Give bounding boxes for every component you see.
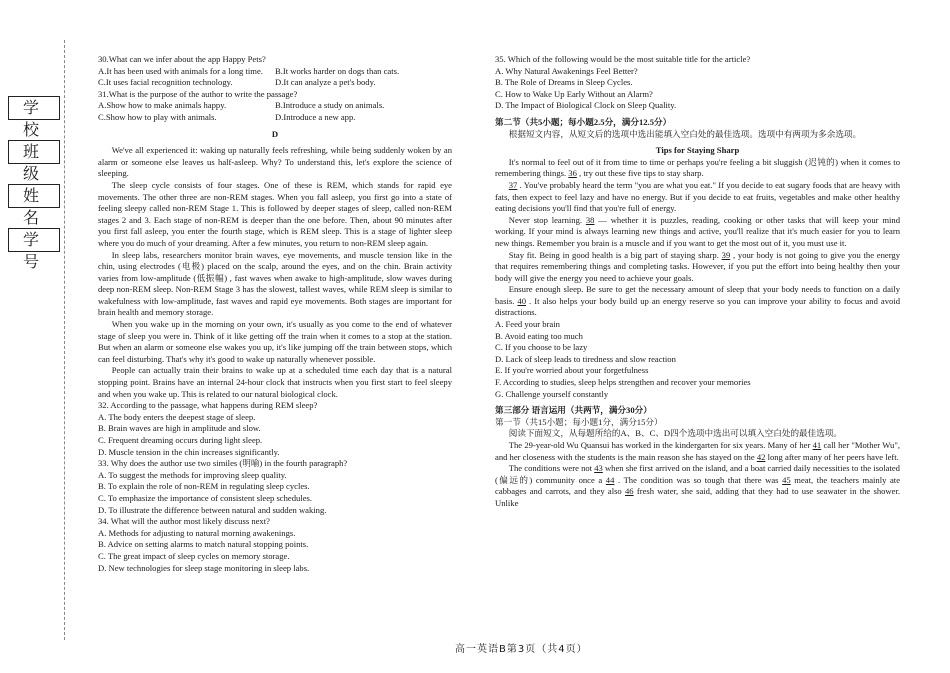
option-row: [98, 66, 452, 78]
option: D. Muscle tension in the chin increases significantly.: [98, 446, 280, 457]
blank-39: 39: [721, 249, 731, 260]
paragraph: It's normal to feel out of it from time to time or perhaps you're feeling a bit sluggish (迟钝的) when it comes to remembering things. 36 , try out these five tips to stay sharp.: [495, 156, 900, 179]
option: B. Advice on setting alarms to match natural stopping points.: [98, 539, 309, 550]
paragraph: People can actually train their brains to wake up at a scheduled time each day that is a natural stopping point. Brains have an internal 24-hour clock that instructs when you first start to feel sleepy and when you wake up. This is related to our natural biological clock.: [98, 365, 452, 399]
option: F. According to studies, sleep helps strengthen and recover your memories: [495, 377, 751, 388]
option: B. The Role of Dreams in Sleep Cycles.: [495, 77, 633, 88]
option: A. Feed your brain: [495, 319, 560, 330]
section-title: 第一节（共15小题；每小题1分，满分15分）: [495, 416, 663, 427]
option: B. Brain waves are high in amplitude and slow.: [98, 423, 261, 434]
option: A. Why Natural Awakenings Feel Better?: [495, 65, 638, 76]
question-stem: 35. Which of the following would be the most suitable title for the article?: [495, 54, 751, 64]
paragraph: When you wake up in the morning on your own, it's usually as you come to the end of whatever stage of sleep you were in. Think of it like getting off the train when it comes to a stop at the station. But when an alarm or someone else wakes you up, it's like jumping off the train between stops, which can feel disturbing. That's why it's good to wake up naturally whenever possible.: [98, 319, 452, 364]
option-row: [98, 100, 452, 112]
option: D. Lack of sleep leads to tiredness and slow reaction: [495, 353, 676, 364]
question-stem: 31.What is the purpose of the author to write the passage?: [98, 88, 298, 99]
blank-46: 46: [625, 486, 634, 497]
option: G. Challenge yourself constantly: [495, 388, 609, 399]
option: A. Methods for adjusting to natural morning awakenings.: [98, 527, 296, 538]
part-title: 第三部分 语言运用（共两节，满分30分）: [495, 405, 652, 416]
blank-41: 41: [812, 440, 822, 450]
blank-45: 45: [782, 474, 791, 485]
option: D. New technologies for sleep stage monitoring in sleep labs.: [98, 562, 310, 573]
section-instruction: 根据短文内容，从短文后的选项中选出能填入空白处的最佳选项。选项中有两项为多余选项。: [508, 128, 862, 139]
option: D. To illustrate the difference between natural and sudden waking.: [98, 504, 327, 515]
blank-36: 36: [568, 168, 577, 179]
paragraph: 37 . You've probably heard the term "you are what you eat." If you decide to eat sugary foods that are heavy with fats, then expect to feel lazy and have no energy. But if you decide to eat fruits, vegetables and make other healthy eating decisions you'll find that you're full of energy.: [495, 179, 900, 214]
section-title: 第二节（共5小题；每小题2.5分，满分12.5分）: [495, 116, 672, 127]
blank-43: 43: [594, 463, 603, 474]
option: C. The great impact of sleep cycles on memory storage.: [98, 550, 290, 561]
student-id-field: 学 号: [8, 228, 60, 252]
question-stem: 32. According to the passage, what happens during REM sleep?: [98, 400, 318, 411]
question-stem: 34. What will the author most likely discuss next?: [98, 516, 270, 527]
option: B.Introduce a study on animals.: [275, 100, 385, 111]
paragraph: In sleep labs, researchers monitor brain waves, eye movements, and muscle tension like in the chin, using electrodes (电极) placed on the scalp, around the eyes, and on the chin. Brain activity varies from low-amplitude (低振幅) , fast waves when awake to high-amplitude, slow waves during deep non-REM sleep. Non-REM Stage 3 has the slowest, tallest waves, while REM sleep is similar to wakefulness with low-amplitude, fast waves and rapid eye movements. Both stages are important for brain health and memory storage.: [98, 249, 452, 318]
paragraph: Never stop learning. 38 — whether it is puzzles, reading, cooking or other tasks that will keep your mind working. If your mind is always learning new things and active, you'll realize that it's much easier for you to learn new things. Remember you brain is a muscle and if you want to get the most out of it, you must use it.: [495, 214, 901, 248]
paragraph: We've all experienced it: waking up naturally feels refreshing, while being suddenly woken by an alarm or someone else leaves us half-asleep. Why? To understand this, let's explore the science of sleeping.: [98, 145, 452, 179]
option: B.It works harder on dogs than cats.: [275, 65, 400, 76]
section-instruction: 阅读下面短文，从每题所给的A、B、C、D四个选项中选出可以填入空白处的最佳选项。: [508, 428, 843, 439]
paragraph: The sleep cycle consists of four stages. One of these is REM, which stands for rapid eye movements. The other three are non-REM stages. When you fall asleep, you first go into a state of feeling sleepy called non-REM Stage 1. This is followed by deeper stages of sleep, called non-REM stages 2 and 3. Each stage of non-REM is deeper than the one before. Then, about 90 minutes after you first fall asleep, you enter the fourth stage, which is REM sleep. This is a stage of lighter sleep where you do much of your dreaming. After a few minutes, you return to non-REM sleep again.: [98, 179, 452, 248]
blank-40: 40: [517, 295, 526, 306]
option: B. To explain the role of non-REM in regulating sleep cycles.: [98, 481, 310, 492]
paragraph: The 29-year-old Wu Quansui has worked in the kindergarten for six years. Many of her 41 call her "Mother Wu", and her closeness with the students is the main reason she has stayed on the 42 long after many of her peers have left.: [495, 440, 900, 462]
option: A.It has been used with animals for a long time.: [98, 65, 263, 76]
question-stem: 33. Why does the author use two similes (明喻) in the fourth paragraph?: [98, 458, 348, 469]
blank-38: 38: [585, 214, 595, 225]
option: C.Show how to play with animals.: [98, 111, 217, 122]
passage-title: Tips for Staying Sharp: [655, 145, 740, 156]
binding-info-box: [8, 96, 66, 272]
binding-cut-line: [64, 40, 65, 640]
passage-label: D: [271, 128, 279, 139]
blank-42: 42: [756, 451, 766, 462]
option: D. The Impact of Biological Clock on Sleep Quality.: [495, 100, 677, 111]
option: C. To emphasize the importance of consistent sleep schedules.: [98, 492, 313, 503]
option: A.Show how to make animals happy.: [98, 100, 227, 111]
option: C. How to Wake Up Early Without an Alarm?: [495, 88, 653, 99]
option: B. Avoid eating too much: [495, 330, 583, 341]
class-field: 班 级: [8, 140, 60, 164]
option: A. To suggest the methods for improving sleep quality.: [98, 469, 287, 480]
option: A. The body enters the deepest stage of sleep.: [98, 411, 256, 422]
option: E. If you're worried about your forgetfulness: [495, 365, 649, 376]
blank-37: 37: [508, 179, 518, 190]
option-row: [98, 77, 452, 89]
right-column: [495, 54, 900, 510]
option: D.It can analyze a pet's body.: [275, 77, 376, 88]
blank-44: 44: [605, 474, 615, 485]
question-stem: 30.What can we infer about the app Happy Pets?: [98, 54, 266, 64]
paragraph: Ensure enough sleep. Be sure to get the necessary amount of sleep that your body needs to function on a daily basis. 40 . It also helps your body build up an energy reserve so you can improve your ability to focus and avoid distractions.: [495, 284, 901, 318]
name-field: 姓 名: [8, 184, 60, 208]
option-row: [98, 112, 452, 124]
option: C. If you choose to be lazy: [495, 342, 588, 353]
option: C. Frequent dreaming occurs during light sleep.: [98, 435, 263, 445]
option: D.Introduce a new app.: [275, 111, 356, 122]
paragraph: The conditions were not 43 when she first arrived on the island, and a boat carried daily necessities to the isolated (偏远的) community once a 44 . The condition was so tough that there was 45 meat, the teachers mainly ate cabbages and carrots, and they also 46 fresh water, she said, adding that they had to use seawater in the shower. Unlike: [495, 463, 901, 508]
school-field: 学 校: [8, 96, 60, 120]
paragraph: Stay fit. Being in good health is a big part of staying sharp. 39 , your body is not going to give you the energy that requires remembering things and completing tasks. However, if you put the effort into being healthy then your body will give the energy you need to achieve your goals.: [495, 249, 900, 283]
option: C.It uses facial recognition technology.: [98, 77, 233, 88]
page-footer: 高一英语B第3页（共4页）: [455, 644, 588, 655]
left-column: [98, 54, 452, 574]
